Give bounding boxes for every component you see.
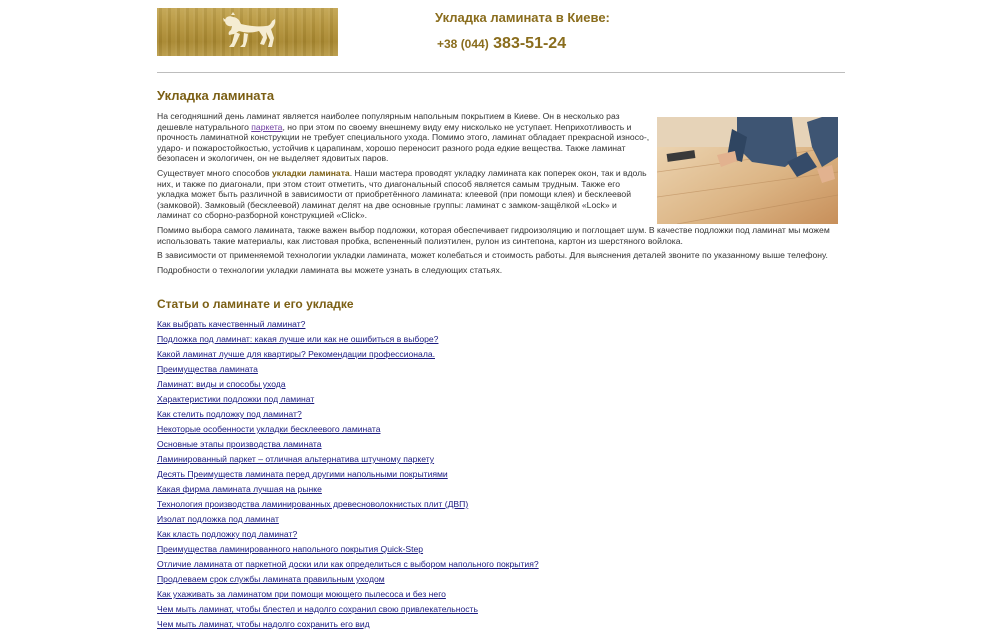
list-item <box>157 379 539 394</box>
article-link[interactable]: Характеристики подложки под ламинат <box>157 394 315 404</box>
article-link[interactable]: Преимущества ламинированного напольного покрытия Quick-Step <box>157 544 424 554</box>
list-item <box>157 604 539 619</box>
article-link[interactable]: Отличие ламината от паркетной доски или как определиться с выбором напольного покрытия? <box>157 559 539 569</box>
article-link[interactable]: Продлеваем срок службы ламината правильным уходом <box>157 574 385 584</box>
article-link[interactable]: Как выбрать качественный ламинат? <box>157 319 306 329</box>
article-link[interactable]: Ламинат: виды и способы ухода <box>157 379 286 389</box>
article-link[interactable]: Чем мыть ламинат, чтобы блестел и надолго сохранил свою привлекательность <box>157 604 478 614</box>
articles-list <box>157 319 539 634</box>
header-phone <box>437 35 566 53</box>
site-logo[interactable] <box>157 8 338 56</box>
article-link[interactable]: Как класть подложку под ламинат? <box>157 529 298 539</box>
site-header <box>157 0 845 73</box>
list-item <box>157 364 539 379</box>
article-link[interactable]: Преимущества ламината <box>157 364 258 374</box>
list-item <box>157 484 539 499</box>
article-link[interactable]: Как ухаживать за ламинатом при помощи моющего пылесоса и без него <box>157 589 446 599</box>
article-link[interactable]: Основные этапы производства ламината <box>157 439 322 449</box>
intro-paragraph-2 <box>157 168 651 221</box>
intro-text <box>157 111 845 279</box>
intro-paragraph-4: В зависимости от применяемой технологии укладки ламината, может колебаться и стоимость работы. Для выяснения деталей звоните по указанному выше телефону. <box>157 250 828 261</box>
list-item <box>157 559 539 574</box>
article-link[interactable]: Ламинированный паркет – отличная альтернатива штучному паркету <box>157 454 435 464</box>
list-item <box>157 439 539 454</box>
intro-paragraph-2-text-end: . Наши мастера проводят укладку ламината как поперек окон, так и вдоль них, и также по диагонали, при этом стоит отметить, что диагональный способ является самым трудным. Также его укладка может быть различной в зависимости от приобретённого ламината: клеевой (при помощи клея) и бесклеевой (замковой). Замковый (бесклеевой) ламинат делят на две основные группы: ламинат с замком-защёлкой «Lock» и ламинат со сборно-разборной конструкцией «Click». <box>157 167 647 221</box>
list-item <box>157 589 539 604</box>
intro-paragraph-5: Подробности о технологии укладки ламината вы можете узнать в следующих статьях. <box>157 264 503 275</box>
list-item <box>157 469 539 484</box>
intro-paragraph-2-text: Существует много способов <box>157 167 272 178</box>
list-item <box>157 334 539 349</box>
list-item <box>157 529 539 544</box>
page <box>157 0 845 629</box>
article-link[interactable]: Некоторые особенности укладки бесклеевого ламината <box>157 424 381 434</box>
list-item <box>157 454 539 469</box>
intro-paragraph-1-text-end: , но при этом по своему внешнему виду ему нисколько не уступает. Неприхотливость и прочность ламинатной конструкции не требует специального ухода. Помимо этого, ламинат обладает прекрасной износо-, ударо- и пожаростойкостью, устойчив к царапинам, хорошо переносит разного рода едкие вещества. Также ламинат безопасен и экологичен, он не выделяет ядовитых паров. <box>157 121 650 164</box>
list-item <box>157 544 539 559</box>
list-item <box>157 424 539 439</box>
articles-heading: Статьи о ламинате и его укладке <box>157 297 354 311</box>
parquet-link[interactable]: паркета <box>251 121 283 132</box>
page-title: Укладка ламината <box>157 88 275 103</box>
lion-emblem-icon <box>219 11 279 53</box>
article-link[interactable]: Технология производства ламинированных древесноволокнистых плит (ДВП) <box>157 499 469 509</box>
phone-code: +38 (044) <box>437 37 489 51</box>
laminate-laying-keyword: укладки ламината <box>272 167 350 178</box>
list-item <box>157 499 539 514</box>
list-item <box>157 409 539 424</box>
header-title: Укладка ламината в Киеве: <box>435 10 610 25</box>
article-link[interactable]: Подложка под ламинат: какая лучше или как не ошибиться в выборе? <box>157 334 439 344</box>
list-item <box>157 574 539 589</box>
list-item <box>157 514 539 529</box>
phone-number: 383-51-24 <box>493 35 567 52</box>
list-item <box>157 319 539 334</box>
intro-paragraph-1-text: На сегодняшний день ламинат является наиболее популярным напольным покрытием в Киеве. Он в несколько раз дешевле натурального <box>157 111 620 132</box>
article-link[interactable]: Изолат подложка под ламинат <box>157 514 279 524</box>
article-link[interactable]: Чем мыть ламинат, чтобы надолго сохранить его вид <box>157 619 370 629</box>
intro-paragraph-3: Помимо выбора самого ламината, также важен выбор подложки, которая обеспечивает гидроизоляцию и поглощает шум. В качестве подложки под ламинат мы можем использовать такие материалы, как листовая пробка, вспененный полиэтилен, рулон из синтепона, картон из шерстяного войлока. <box>157 224 830 246</box>
intro-paragraph-1 <box>157 111 651 164</box>
article-link[interactable]: Десять Преимуществ ламината перед другими напольными покрытиями <box>157 469 448 479</box>
article-link[interactable]: Какая фирма ламината лучшая на рынке <box>157 484 322 494</box>
list-item <box>157 349 539 364</box>
article-link[interactable]: Какой ламинат лучше для квартиры? Рекомендации профессионала. <box>157 349 435 359</box>
list-item <box>157 619 539 634</box>
article-link[interactable]: Как стелить подложку под ламинат? <box>157 409 302 419</box>
list-item <box>157 394 539 409</box>
